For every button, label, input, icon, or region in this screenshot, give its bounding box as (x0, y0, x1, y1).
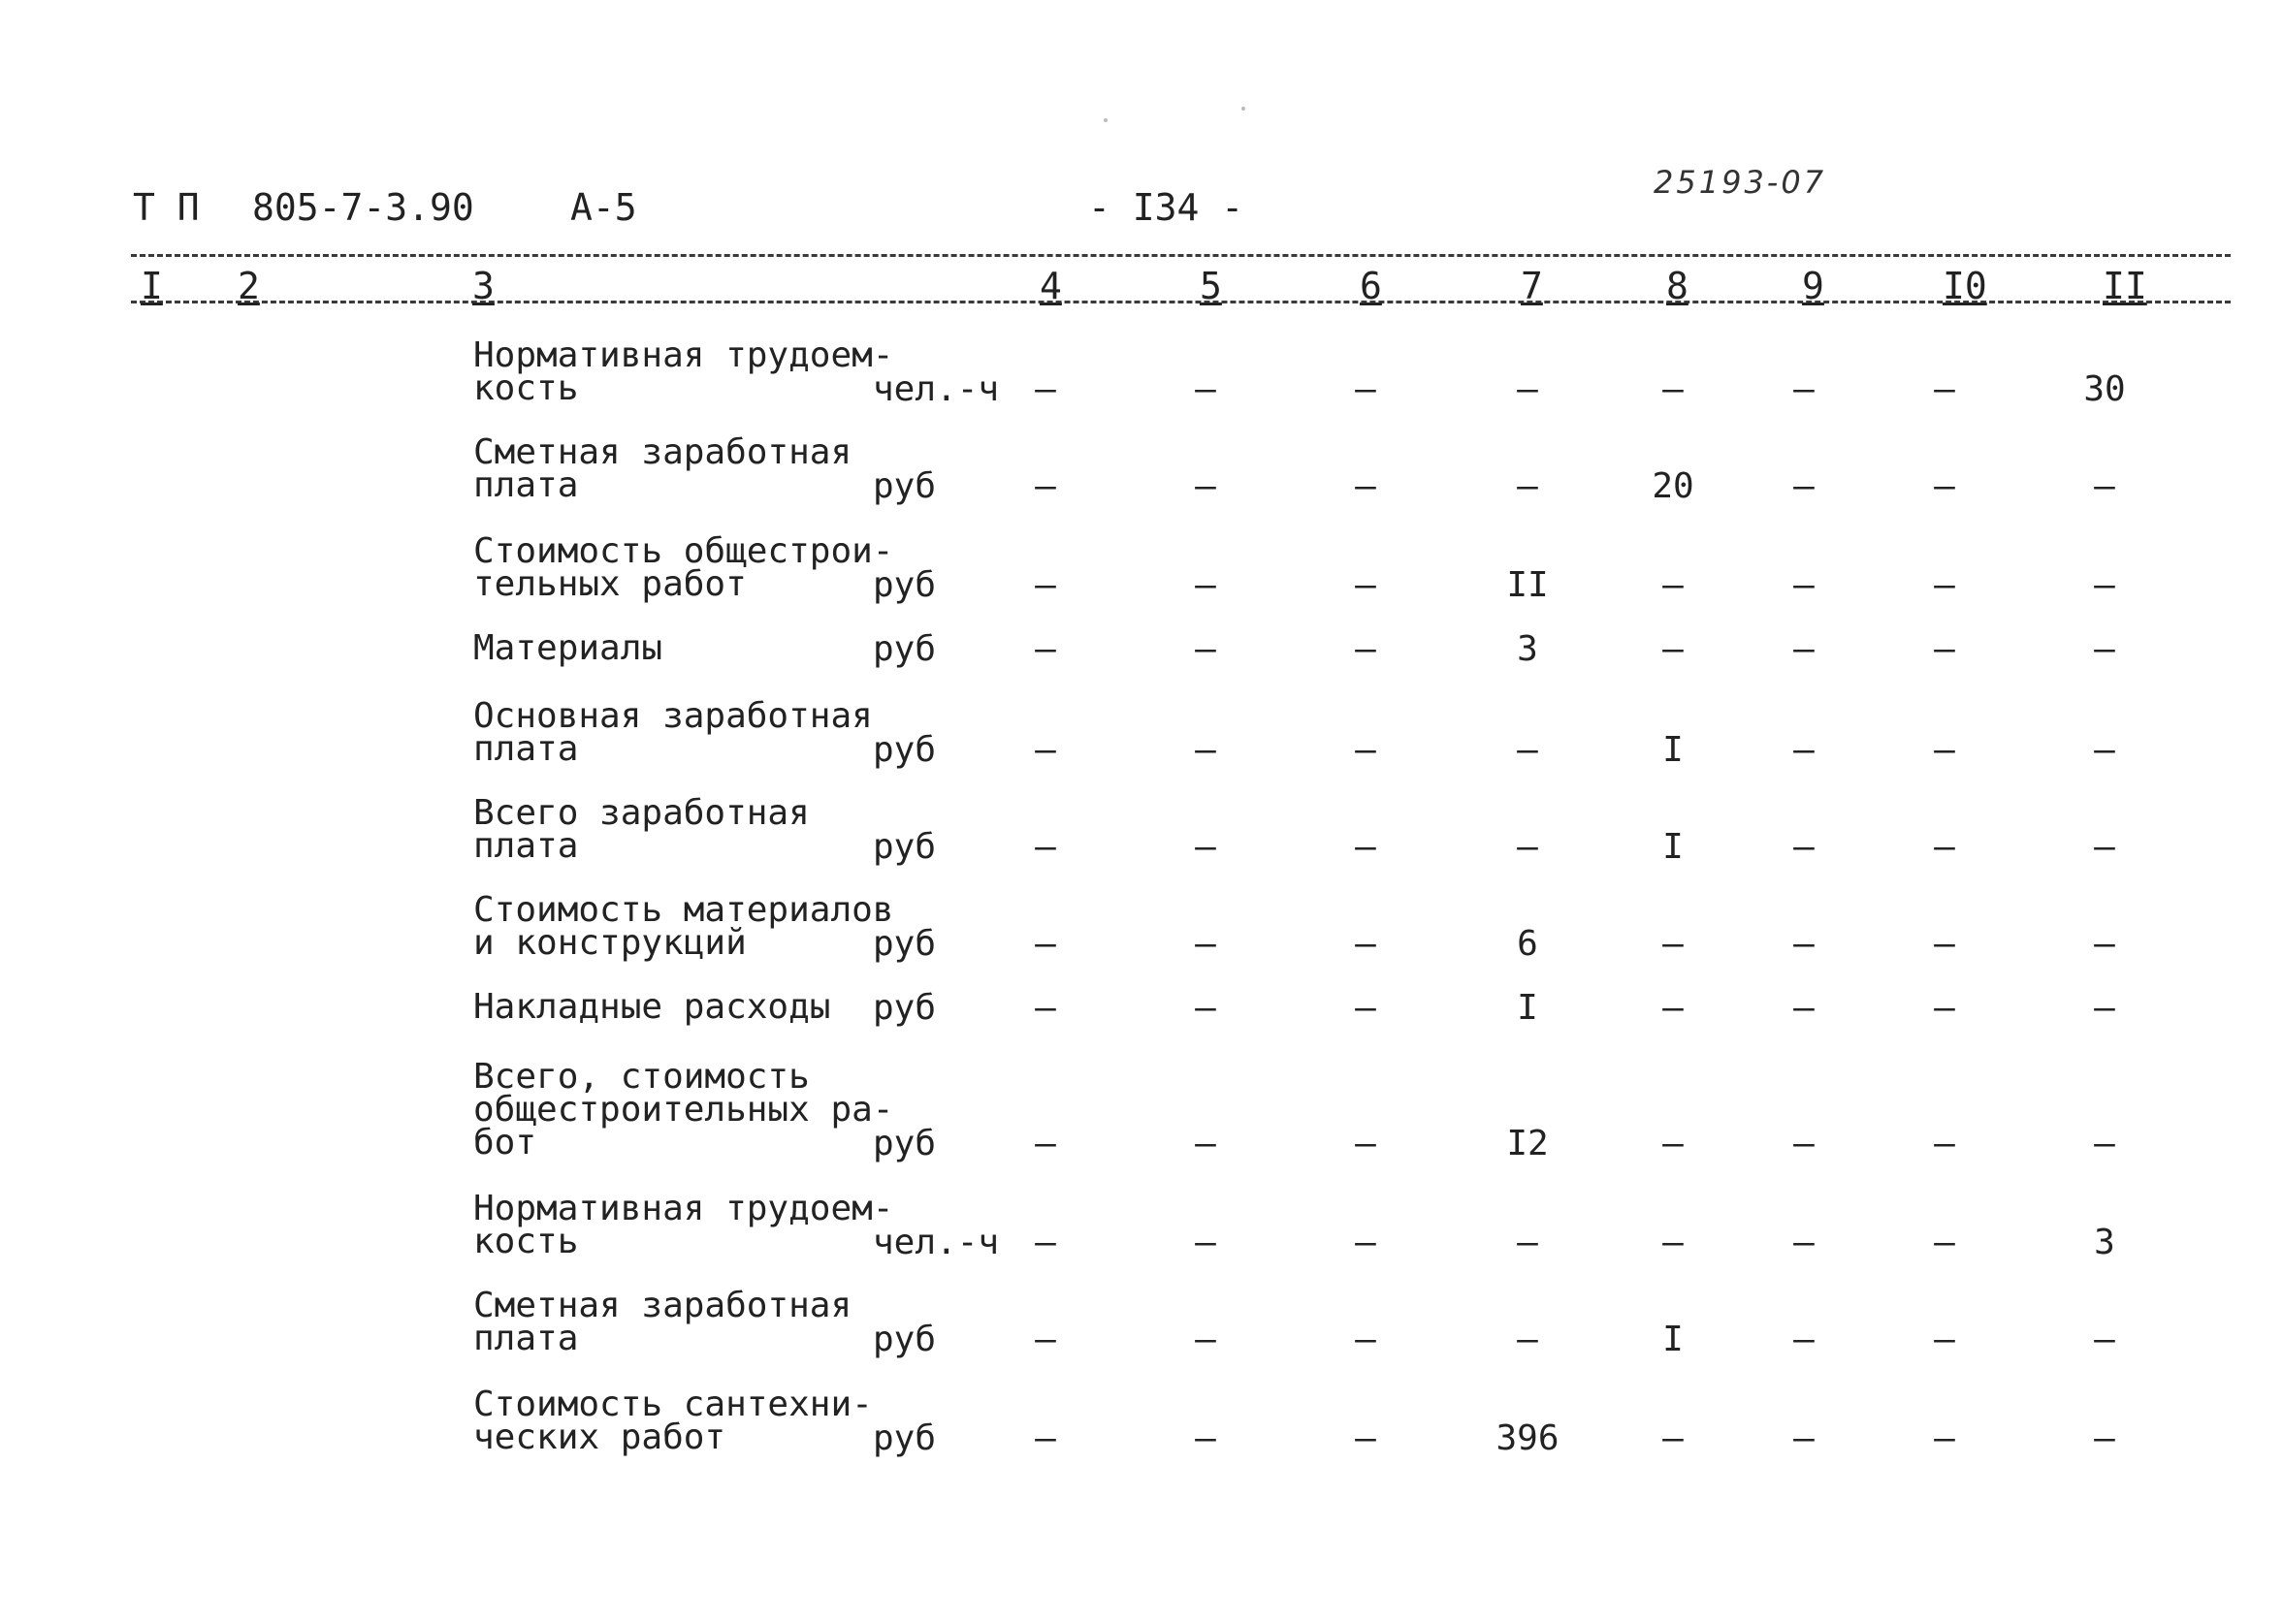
column-number-8: 8 (1666, 265, 1688, 307)
row-value-col-11: – (2094, 629, 2115, 669)
row-unit: руб (873, 827, 937, 867)
row-unit: руб (873, 1320, 937, 1359)
row-value-col-6: – (1355, 924, 1376, 964)
row-value-col-7: – (1517, 827, 1538, 867)
row-unit: руб (873, 629, 937, 669)
album-label: А-5 (570, 186, 637, 229)
row-value-col-5: – (1195, 1124, 1216, 1163)
row-value-col-11: – (2094, 565, 2115, 605)
row-value-col-11: – (2094, 988, 2115, 1028)
row-value-col-10: – (1934, 924, 1955, 964)
row-value-col-7: – (1517, 466, 1538, 506)
row-value-col-4: – (1035, 466, 1056, 506)
row-value-col-6: – (1355, 1124, 1376, 1163)
row-value-col-4: – (1035, 1320, 1056, 1359)
row-value-col-10: – (1934, 827, 1955, 867)
row-value-col-4: – (1035, 924, 1056, 964)
row-value-col-10: – (1934, 565, 1955, 605)
row-value-col-9: – (1793, 730, 1815, 770)
row-value-col-8: I (1662, 730, 1684, 770)
row-value-col-8: – (1662, 565, 1684, 605)
row-value-col-10: – (1934, 466, 1955, 506)
row-description: Нормативная трудоем- кость (473, 335, 894, 408)
row-value-col-4: – (1035, 827, 1056, 867)
row-value-col-11: 3 (2094, 1223, 2115, 1262)
row-unit: руб (873, 924, 937, 964)
row-value-col-7: – (1517, 1223, 1538, 1262)
row-value-col-11: – (2094, 466, 2115, 506)
row-value-col-11: – (2094, 1418, 2115, 1458)
row-value-col-5: – (1195, 988, 1216, 1028)
row-description: Основная заработная плата (473, 696, 873, 769)
row-value-col-7: 6 (1517, 924, 1538, 964)
row-value-col-11: – (2094, 1320, 2115, 1359)
row-value-col-10: – (1934, 369, 1955, 409)
row-value-col-7: – (1517, 730, 1538, 770)
scan-speck (1104, 118, 1108, 122)
row-description: Стоимость материалов и конструкций (473, 890, 894, 963)
row-value-col-6: – (1355, 1320, 1376, 1359)
row-description: Материалы (473, 628, 663, 668)
row-unit: чел.-ч (873, 1223, 1000, 1262)
row-value-col-7: – (1517, 1320, 1538, 1359)
column-number-1: I (141, 265, 163, 307)
row-description: Стоимость сантехни- ческих работ (473, 1385, 873, 1457)
row-value-col-7: 3 (1517, 629, 1538, 669)
row-value-col-6: – (1355, 988, 1376, 1028)
row-value-col-7: – (1517, 369, 1538, 409)
row-value-col-4: – (1035, 629, 1056, 669)
row-value-col-6: – (1355, 466, 1376, 506)
row-value-col-8: – (1662, 629, 1684, 669)
row-value-col-4: – (1035, 730, 1056, 770)
row-value-col-11: 30 (2083, 369, 2126, 409)
row-value-col-8: – (1662, 1223, 1684, 1262)
row-value-col-5: – (1195, 466, 1216, 506)
row-value-col-6: – (1355, 730, 1376, 770)
row-value-col-8: – (1662, 924, 1684, 964)
row-value-col-10: – (1934, 1320, 1955, 1359)
row-value-col-8: – (1662, 369, 1684, 409)
row-description: Нормативная трудоем- кость (473, 1189, 894, 1261)
row-value-col-9: – (1793, 565, 1815, 605)
row-value-col-4: – (1035, 369, 1056, 409)
column-dashed-rule (131, 301, 2231, 303)
row-value-col-4: – (1035, 1418, 1056, 1458)
row-description: Сметная заработная плата (473, 432, 852, 505)
row-value-col-10: – (1934, 988, 1955, 1028)
row-value-col-6: – (1355, 369, 1376, 409)
row-value-col-8: – (1662, 988, 1684, 1028)
row-value-col-8: – (1662, 1418, 1684, 1458)
row-value-col-10: – (1934, 1124, 1955, 1163)
scan-speck (1241, 107, 1245, 111)
header-dashed-rule (131, 254, 2231, 257)
row-value-col-6: – (1355, 827, 1376, 867)
row-value-col-5: – (1195, 827, 1216, 867)
row-description: Всего заработная плата (473, 793, 810, 866)
row-unit: руб (873, 565, 937, 605)
row-value-col-9: – (1793, 369, 1815, 409)
column-number-4: 4 (1040, 265, 1062, 307)
row-value-col-4: – (1035, 1223, 1056, 1262)
stamp-number: 25193-07 (1654, 164, 1827, 201)
row-value-col-5: – (1195, 369, 1216, 409)
column-number-6: 6 (1360, 265, 1382, 307)
row-value-col-7: 396 (1495, 1418, 1560, 1458)
row-description: Всего, стоимость общестроительных ра- бот (473, 1057, 894, 1162)
row-value-col-5: – (1195, 730, 1216, 770)
column-number-7: 7 (1521, 265, 1543, 307)
row-value-col-9: – (1793, 988, 1815, 1028)
row-value-col-9: – (1793, 1223, 1815, 1262)
row-value-col-10: – (1934, 730, 1955, 770)
row-value-col-5: – (1195, 1320, 1216, 1359)
row-value-col-10: – (1934, 1223, 1955, 1262)
series-label: Т П (133, 186, 200, 229)
row-value-col-5: – (1195, 924, 1216, 964)
row-unit: чел.-ч (873, 369, 1000, 409)
column-number-3: 3 (472, 265, 495, 307)
row-value-col-7: II (1506, 565, 1549, 605)
row-value-col-8: I (1662, 827, 1684, 867)
row-unit: руб (873, 1124, 937, 1163)
row-value-col-4: – (1035, 1124, 1056, 1163)
row-value-col-8: I (1662, 1320, 1684, 1359)
row-value-col-5: – (1195, 629, 1216, 669)
row-value-col-9: – (1793, 1320, 1815, 1359)
row-value-col-4: – (1035, 988, 1056, 1028)
row-value-col-7: I (1517, 988, 1538, 1028)
row-value-col-5: – (1195, 1418, 1216, 1458)
row-value-col-11: – (2094, 924, 2115, 964)
row-value-col-9: – (1793, 924, 1815, 964)
column-number-11: II (2103, 265, 2147, 307)
row-value-col-11: – (2094, 1124, 2115, 1163)
row-description: Сметная заработная плата (473, 1286, 852, 1358)
row-value-col-11: – (2094, 827, 2115, 867)
row-value-col-9: – (1793, 629, 1815, 669)
page-number: - I34 - (1088, 186, 1244, 229)
row-value-col-5: – (1195, 565, 1216, 605)
row-description: Стоимость общестрои- тельных работ (473, 531, 894, 604)
row-value-col-4: – (1035, 565, 1056, 605)
row-value-col-11: – (2094, 730, 2115, 770)
row-unit: руб (873, 466, 937, 506)
row-value-col-6: – (1355, 1223, 1376, 1262)
row-value-col-9: – (1793, 1124, 1815, 1163)
row-value-col-9: – (1793, 466, 1815, 506)
row-value-col-9: – (1793, 1418, 1815, 1458)
row-value-col-9: – (1793, 827, 1815, 867)
column-number-2: 2 (238, 265, 260, 307)
row-unit: руб (873, 988, 937, 1028)
row-value-col-6: – (1355, 1418, 1376, 1458)
row-value-col-8: 20 (1652, 466, 1694, 506)
document-code: 805-7-3.90 (252, 186, 474, 229)
row-value-col-10: – (1934, 629, 1955, 669)
row-unit: руб (873, 730, 937, 770)
row-value-col-5: – (1195, 1223, 1216, 1262)
row-value-col-10: – (1934, 1418, 1955, 1458)
row-description: Накладные расходы (473, 987, 831, 1027)
row-value-col-7: I2 (1506, 1124, 1549, 1163)
column-number-10: I0 (1943, 265, 1987, 307)
row-value-col-8: – (1662, 1124, 1684, 1163)
row-value-col-6: – (1355, 629, 1376, 669)
column-number-5: 5 (1200, 265, 1222, 307)
row-value-col-6: – (1355, 565, 1376, 605)
column-number-9: 9 (1802, 265, 1824, 307)
row-unit: руб (873, 1418, 937, 1458)
